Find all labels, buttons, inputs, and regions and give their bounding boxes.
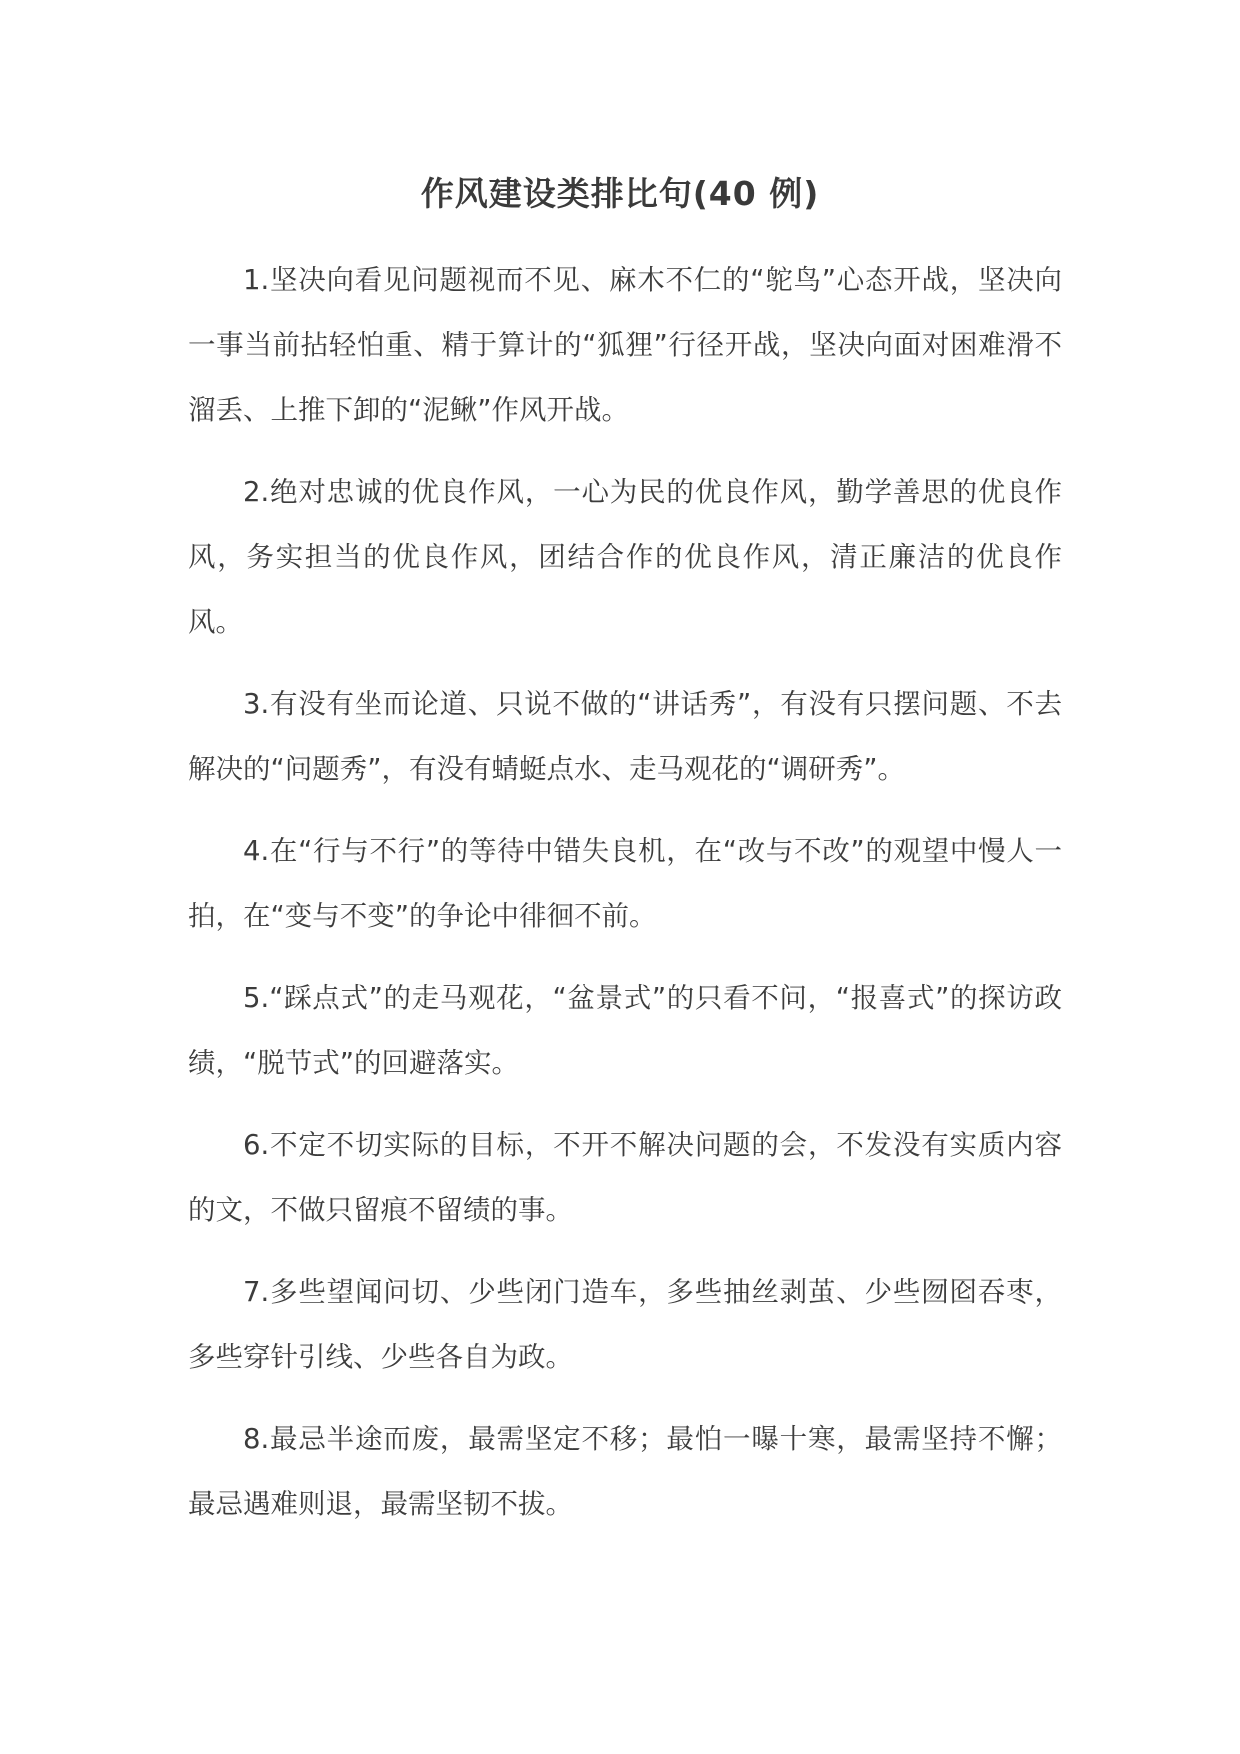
paragraph-3: 3.有没有坐而论道、只说不做的“讲话秀”，有没有只摆问题、不去解决的“问题秀”，有没有蜻蜓点水、走马观花的“调研秀”。 (188, 688, 1062, 785)
paragraph-1: 1.坚决向看见问题视而不见、麻木不仁的“鸵鸟”心态开战，坚决向一事当前拈轻怕重、精于算计的“狐狸”行径开战，坚决向面对困难滑不溜丢、上推下卸的“泥鳅”作风开战。 (188, 264, 1062, 426)
paragraph-8: 8.最忌半途而废，最需坚定不移；最怕一曝十寒，最需坚持不懈；最忌遇难则退，最需坚韧不拔。 (188, 1423, 1062, 1520)
paragraph-7: 7.多些望闻问切、少些闭门造车，多些抽丝剥茧、少些囫囵吞枣，多些穿针引线、少些各自为政。 (188, 1276, 1062, 1373)
paragraph-2: 2.绝对忠诚的优良作风，一心为民的优良作风，勤学善思的优良作风，务实担当的优良作风，团结合作的优良作风，清正廉洁的优良作风。 (188, 476, 1062, 638)
document-title: 作风建设类排比句(40 例) (420, 174, 820, 213)
paragraph-5: 5.“踩点式”的走马观花，“盆景式”的只看不问，“报喜式”的探访政绩，“脱节式”的回避落实。 (188, 982, 1062, 1079)
document-body (188, 248, 1062, 1554)
paragraph-4: 4.在“行与不行”的等待中错失良机，在“改与不改”的观望中慢人一拍，在“变与不变”的争论中徘徊不前。 (188, 835, 1062, 932)
paragraph-6: 6.不定不切实际的目标，不开不解决问题的会，不发没有实质内容的文，不做只留痕不留绩的事。 (188, 1129, 1062, 1226)
